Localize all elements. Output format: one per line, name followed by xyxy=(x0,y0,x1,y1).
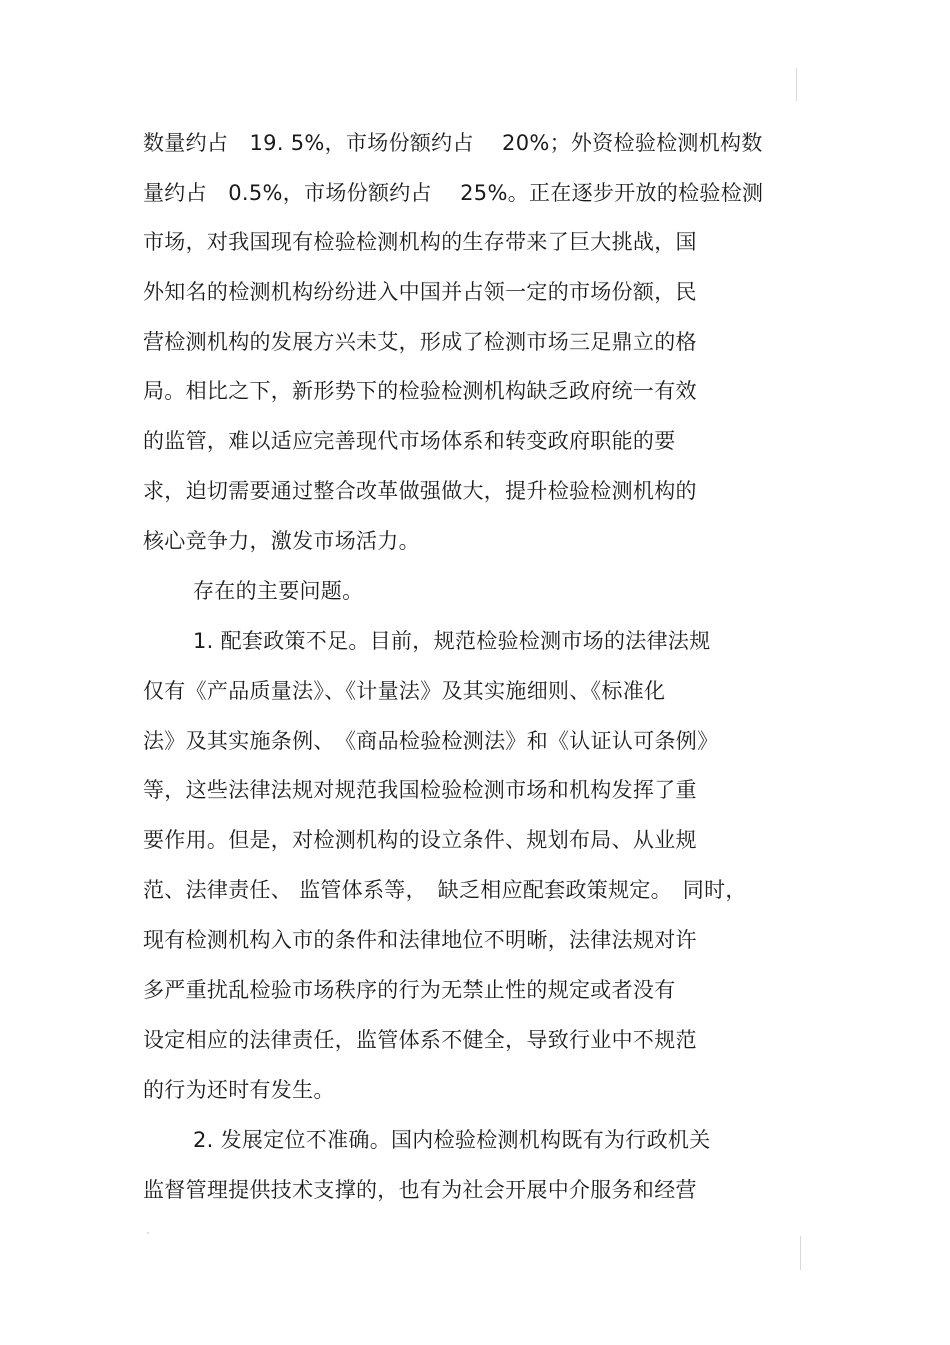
text-line: 现有检测机构入市的条件和法律地位不明晰，法律法规对许 xyxy=(143,928,697,952)
text-line: 核心竞争力，激发市场活力。 xyxy=(143,529,420,553)
text-line: 设定相应的法律责任，监管体系不健全，导致行业中不规范 xyxy=(143,1028,697,1052)
text-line: 数量约占 19. 5%，市场份额约占 20%；外资检验检测机构数 xyxy=(143,131,763,155)
page-corner-mark-bottom xyxy=(800,1236,801,1270)
text-line: 多严重扰乱检验市场秩序的行为无禁止性的规定或者没有 xyxy=(143,978,676,1002)
text-line: 法》及其实施条例、 《商品检验检测法》和《认证认可条例》 xyxy=(143,729,719,753)
text-line: 监督管理提供技术支撑的，也有为社会开展中介服务和经营 xyxy=(143,1178,697,1202)
scan-dot xyxy=(147,1232,149,1234)
text-line: 要作用。但是，对检测机构的设立条件、规划布局、从业规 xyxy=(143,828,697,852)
text-line: 求，迫切需要通过整合改革做强做大，提升检验检测机构的 xyxy=(143,479,697,503)
text-line: 仅有《产品质量法》、《计量法》及其实施细则、《标准化 xyxy=(143,679,666,703)
text-line: 市场，对我国现有检验检测机构的生存带来了巨大挑战，国 xyxy=(143,230,697,254)
text-line: 1. 配套政策不足。目前，规范检验检测市场的法律法规 xyxy=(193,629,711,653)
text-line: 量约占 0.5%，市场份额约占 25%。正在逐步开放的检验检测 xyxy=(143,181,764,205)
section-heading: 存在的主要问题。 xyxy=(193,579,364,603)
text-line: 2. 发展定位不准确。国内检验检测机构既有为行政机关 xyxy=(193,1128,711,1152)
text-line: 等，这些法律法规对规范我国检验检测市场和机构发挥了重 xyxy=(143,778,697,802)
text-line: 的行为还时有发生。 xyxy=(143,1078,335,1102)
text-line: 营检测机构的发展方兴未艾，形成了检测市场三足鼎立的格 xyxy=(143,330,697,354)
text-line: 外知名的检测机构纷纷进入中国并占领一定的市场份额，民 xyxy=(143,280,697,304)
text-line: 范、法律责任、 监管体系等， 缺乏相应配套政策规定。 同时， xyxy=(143,878,747,902)
page-corner-mark-top xyxy=(796,68,797,101)
text-line: 的监管，难以适应完善现代市场体系和转变政府职能的要 xyxy=(143,429,676,453)
text-line: 局。相比之下，新形势下的检验检测机构缺乏政府统一有效 xyxy=(143,379,697,403)
